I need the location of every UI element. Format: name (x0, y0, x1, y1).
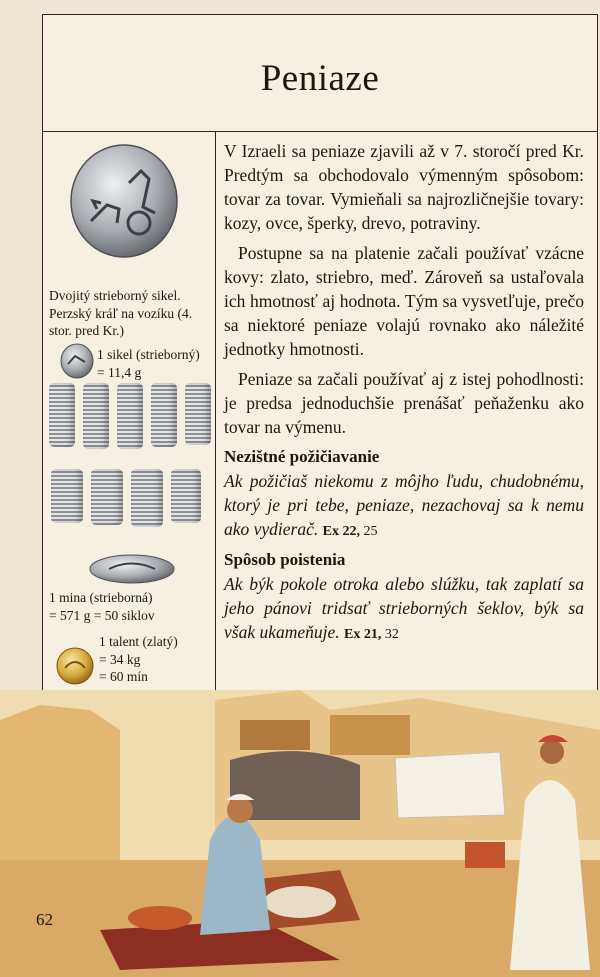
title-box (43, 15, 597, 132)
coin-column (43, 131, 216, 733)
quote-insurance-text: Ak býk pokole otroka alebo slúžku, tak zaplatí sa jeho pánovi tridsať strieborných šeklov, býk sa však ukameňuje. (224, 574, 584, 642)
quote-insurance-verse: 32 (381, 627, 399, 642)
content-frame (42, 14, 598, 734)
silver-coin-stack (117, 383, 143, 449)
shekel-coin-image (59, 342, 95, 380)
talent-caption-line1: 1 talent (zlatý) (99, 634, 178, 649)
quote-lending-reference (323, 524, 378, 539)
talent-caption-line2: = 34 kg (99, 651, 141, 667)
talent-caption-line3: = 60 mín (99, 669, 148, 684)
mina-caption-line2: = 571 g = 50 siklov (49, 607, 155, 623)
paragraph-2: Postupne sa na platenie začali používať vzácne kovy: zlato, striebro, meď. Zároveň sa ustaľovala ich hmotnosť aj hodnota. Tým sa vysvetľuje, prečo sa niektoré peniaze volajú rovnako ako náležité jednotky hmotnosti. (224, 243, 584, 359)
market-scene-illustration (0, 690, 600, 977)
quote-insurance-book: Ex 21, (344, 627, 382, 642)
section-heading-insurance: Spôsob poistenia (224, 550, 346, 569)
quote-lending-book: Ex 22, (322, 524, 360, 539)
quote-insurance (224, 572, 584, 647)
silver-coin-stack (131, 469, 163, 527)
talent-caption (99, 633, 215, 686)
quote-lending-text: Ak požičiaš niekomu z môjho ľudu, chudobnému, ktorý je pri tebe, peniaze, nezachovaj sa k nemu ako vydierač. (224, 471, 584, 539)
silver-stack-row-2 (51, 469, 209, 527)
silver-coin-stack (49, 383, 75, 447)
silver-stack-row-1 (49, 383, 219, 449)
mina-caption-line1: 1 mina (strieborná) (49, 590, 153, 605)
page-number: 62 (36, 910, 53, 929)
paragraph-1: V Izraeli sa peniaze zjavili až v 7. storočí pred Kr. Predtým sa obchodovalo výmenným spôsobom: tovar za tovar. Vymieňali sa najrozličnejšie tovary: kozy, ovce, šperky, drevo, potraviny. (224, 141, 584, 233)
silver-coin-stack (171, 469, 201, 523)
mina-caption (49, 589, 215, 624)
quote-lending-verse: 25 (359, 524, 378, 539)
quote-insurance-reference (344, 627, 399, 642)
shekel-caption (97, 346, 215, 381)
paragraph-3: Peniaze sa začali používať aj z istej pohodlnosti: je predsa jednoduchšie prenášať peňaženku ako tovar na výmenu. (224, 369, 584, 437)
double-shekel-caption: Dvojitý strieborný sikel. Perzský kráľ na vozíku (4. stor. pred Kr.) (49, 288, 193, 338)
page-title: Peniaze (260, 58, 380, 99)
silver-coin-stack (151, 383, 177, 447)
silver-coin-stack (83, 383, 109, 449)
silver-coin-stack (185, 383, 211, 445)
shekel-caption-line1: 1 sikel (strieborný) (97, 347, 200, 362)
talent-coin-image (55, 646, 95, 686)
silver-coin-stack (51, 469, 83, 523)
shekel-caption-line2: = 11,4 g (97, 364, 142, 380)
article-text (224, 139, 584, 651)
silver-coin-stack (91, 469, 123, 525)
double-shekel-coin-image (69, 143, 179, 259)
section-heading-lending: Nezištné požičiavanie (224, 447, 380, 466)
quote-lending (224, 469, 584, 544)
mina-coin-image (87, 552, 177, 586)
